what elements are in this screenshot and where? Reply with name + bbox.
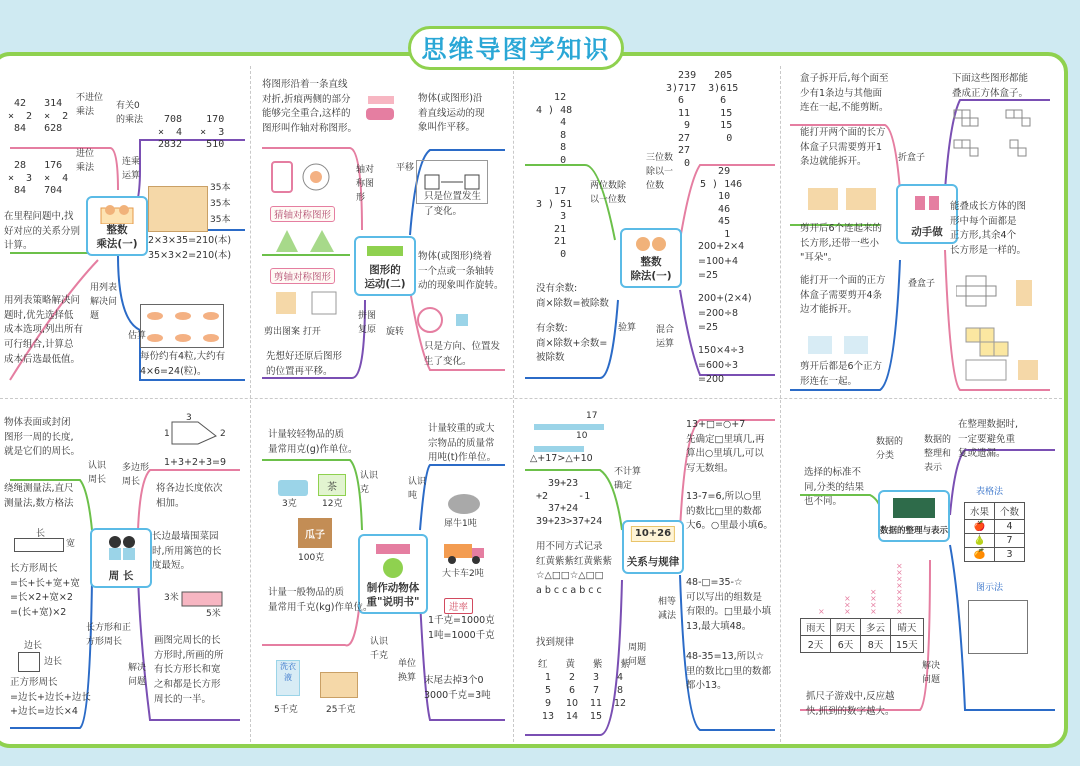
tally-mark: × [870,607,877,616]
tally-mark: × [896,600,903,610]
square-long-text: 长边最墙围菜园 时,所用篱笆的长 度最短。 [152,531,222,572]
label-polygon: 多边形 周长 [122,463,150,487]
table-cell: 🍐 [965,534,995,548]
label-solve-8: 解决 问题 [922,661,941,685]
pattern-col: 黄 [565,659,575,670]
table-head-fruit: 水果 [965,503,995,520]
label-add-sub: 相等 减法 [658,597,677,621]
book-count-2: 35本 [210,199,231,209]
label-list-strategy: 用列表 解决问 题 [90,283,118,321]
pattern-cell: 10 [565,698,579,709]
hub-label: 整数 乘法(一) [96,223,138,250]
pattern-row [538,698,630,709]
restore-desc: 先想好还原后图形 的位置再平移。 [266,351,343,377]
pattern-cell: 4 [616,672,624,683]
square-side-right: 边长 [44,657,63,667]
pattern-cell: 6 [568,685,576,696]
pattern-records: 用不同方式记录 红黄紫紫红黄紫紫 ☆△□□☆△□□ a b c c a b c c [536,541,613,597]
quadrilateral-shape [170,420,218,446]
pattern-col: 红 [538,659,548,670]
fruit-table [964,502,1025,562]
title-banner [408,26,624,70]
equation: 2×3×35=210(本) 35×3×2=210(本) [148,235,232,261]
cube-nets-image [950,106,1050,164]
book-count-3: 35本 [210,215,231,225]
hub-perimeter [90,528,152,588]
cut-steps: 剪出图案 打开 [264,327,321,337]
label-fold-box-2: 叠盒子 [908,279,936,289]
hub-label: 动手做 [911,225,943,238]
solve-text: 在里程问题中,找 好对应的关系分别 计算。 [4,211,81,252]
label-convert: 单位 换算 [398,659,417,683]
hub-label: 数据的整理与表示 [880,525,949,536]
pattern-cell: 5 [544,685,552,696]
box-image [802,180,882,216]
weather-table [800,618,924,653]
count-cell: 8天 [861,636,891,653]
pattern-col: 紫 [592,659,603,670]
hub-label: 图形的 运动(二) [364,263,406,290]
pattern-cell: 14 [565,711,579,722]
pattern-row [538,711,630,722]
find-pattern: 找到规律 [536,637,575,648]
mixed-ex-2: 200+(2×4) =200÷8 =25 [698,293,752,334]
cube-note: 能叠成长方体的图 形中每个面都是 正方形,其余4个 长方形是一样的。 [950,201,1027,257]
symmetric-shapes-image [268,158,348,196]
mixed-ex-1: 200+2×4 =100+4 =25 [698,241,745,282]
label-rect-square: 长方形和正 方形周长 [86,623,132,647]
hub-data [878,490,950,542]
calc-no-carry: 42 314 × 2 × 2 84 628 [8,98,69,134]
label-translate: 平移 [396,163,415,173]
no-remainder: 没有余数: 商×除数=被除数 [536,283,609,309]
game-text: 抓尺子游戏中,反应越 快,抓到的数字越大。 [806,691,895,717]
num-10: 10 [576,431,588,441]
rate-tag: 进率 [444,598,473,614]
kg-text: 计量一般物品的质 量常用千克(kg)作单位。 [268,587,373,613]
dim-three: 3米 [164,593,179,603]
picture-chart [968,600,1028,654]
table-cell: 3 [995,548,1025,562]
open-cube: 能打开一个面的正方 体盒子需要剪开4条 边才能拆开。 [800,275,886,316]
open-note: 剪开后6个连起来的 长方形,还带一些小 "耳朵"。 [800,223,883,264]
label-know-perimeter: 认识 周长 [88,461,107,485]
label-know-ton: 认识 吨 [408,477,427,501]
dim-five: 5米 [206,609,221,619]
bookshelf-image [148,186,208,232]
tally-mark: × [870,600,877,610]
square-side: 边长 [24,641,43,651]
cut-note: 剪开后都是6个正方 形连在一起。 [800,361,883,387]
label-fold-box: 折盒子 [898,153,926,163]
tally-mark: × [896,607,903,616]
translate-desc: 物体(或图形)沿 着直线运动的现 象叫作平移。 [418,93,485,134]
measure-methods: 绕绳测量法,直尺 测量法,数方格法 [4,483,74,509]
cuboid-net-image [956,272,1046,314]
rect-wide: 宽 [66,539,76,549]
problem-1: 13+□=○+7 先确定□里填几,再 算出○里填几,可以 写无数组。 [686,419,765,475]
tally-mark: × [896,581,903,590]
table-cell: 7 [995,534,1025,548]
label-check: 验算 [618,323,637,333]
blackboard-icon [889,496,939,524]
tea-box [318,474,346,496]
hub-shape-motion [354,236,416,296]
page-title: 思维导图学知识 [421,35,611,64]
num-17: 17 [586,411,598,421]
division-4: 29 5 ) 146 10 46 45 1 [700,166,743,240]
tea-label: 茶 [327,481,337,493]
weight-25kg: 25千克 [326,705,356,715]
polygon-sum: 1+3+2+3=9 [164,457,227,468]
calc-carry: 28 176 × 3 × 4 84 704 [8,160,69,196]
rhino-image [444,488,484,516]
table-cell: 🍎 [965,520,995,534]
convert-text: 末尾去掉3个0 3000千克=3吨 [424,675,491,701]
label-know-kg: 认识 千克 [370,637,389,661]
scale-icon [370,540,416,584]
seeds-bag [298,518,332,548]
tally-mark: × [844,594,851,603]
rate-text: 1千克=1000克 1吨=1000千克 [428,615,495,641]
tally-mark: × [870,594,877,603]
table-cell: 🍊 [965,548,995,562]
pattern-cell: 12 [613,698,627,709]
hub-label: 制作动物体 重"说明书" [366,581,420,608]
estimate-text: 每份约有4粒,大约有 4×6=24(粒)。 [140,351,226,377]
pattern-cell: 3 [592,672,600,683]
hub-label: 关系与规律 [626,555,680,568]
label-mixed: 混合 运算 [656,325,675,349]
day-cell: 多云 [861,619,891,636]
students-icon [99,202,135,228]
hub-relation-pattern [622,520,684,574]
side-1: 1 [164,429,170,439]
label-no-calc: 不计算 确定 [614,467,642,491]
label-know-gram: 认识 克 [360,471,379,495]
tally-mark: × [896,568,903,577]
gram-desc: 计量较轻物品的质 量常用克(g)作单位。 [268,429,358,455]
gift-box-icon [911,190,943,216]
mixed-ex-3: 150×4÷3 =600÷3 =200 [698,345,745,386]
weather-pictograph [806,560,916,616]
equation-card: 10+26 [631,526,675,542]
label-cycle: 周期 问题 [628,643,647,667]
book-count-1: 35本 [210,183,231,193]
division-1: 12 4 ) 48 4 8 8 0 [536,92,573,166]
teachers-icon [103,534,139,564]
pattern-cell: 11 [589,698,603,709]
pattern-cell: 13 [541,711,555,722]
problem-2: 13-7=6,所以○里 的数比□里的数都 大6。○里最小填6。 [686,491,773,532]
data-question: 在整理数据时, 一定要避免重 复或遗漏。 [958,419,1019,460]
square-shape [18,652,40,672]
leaf-shapes-image [272,226,342,256]
tally-mark: × [844,600,851,610]
balance-bars [530,416,616,456]
side-2: 2 [220,429,226,439]
box-25kg-image [320,672,358,698]
classify-diff: 选择的标准不 同,分类的结果 也不同。 [804,467,865,508]
label-connect: 连乘 运算 [122,157,141,181]
chart-method-label: 图示法 [976,583,1004,593]
label-axis: 轴对 称图 形 [356,165,375,203]
label-organize: 数据的 整理和 表示 [924,435,952,473]
relation: △+17>△+10 [530,453,593,464]
translate-note: 只是位置发生 了变化。 [424,191,482,217]
tally-mark: × [818,607,825,616]
cube-net-2-image [956,324,1046,384]
label-carry: 进位 乘法 [76,149,95,173]
seeds-label: 瓜子 [305,529,325,541]
garden-rect-shape [172,590,226,608]
label-trailing-zero: 有关0 的乘法 [116,101,144,125]
solve-desc-5: 画图完周长的长 方形时,所画的所 有长方形长和宽 之和都是长方形 周长的一半。 [154,635,224,705]
count-cell: 2天 [801,636,831,653]
hub-integer-division [620,228,682,288]
weight-100g: 100克 [298,553,325,563]
pattern-cell: 9 [544,698,552,709]
with-remainder: 有余数: 商×除数+余数= 被除数 [536,323,608,364]
problem-3: 48-□=35-☆ 可以写出的组数是 有限的。□里最小填 13,最大填48。 [686,577,771,633]
eraser-image [278,480,308,496]
compare-example: 39+23 +2 -1 37+24 39+23>37+24 [536,478,603,527]
pattern-row [538,685,630,696]
table-cell: 4 [995,520,1025,534]
problem-4: 48-35=13,所以☆ 里的数比□里的数都 都小13。 [686,651,771,692]
folding-icon [360,92,400,122]
open-cuboid: 能打开两个面的长方 体盒子只需要剪开1 条边就能拆开。 [800,127,886,168]
label-estimate: 估算 [128,331,147,341]
pattern-cell: 15 [589,711,603,722]
hub-integer-multiplication [86,196,148,256]
label-rotate: 旋转 [386,327,405,337]
pattern-grid [538,656,630,728]
weight-5kg: 5千克 [274,705,298,715]
division-2: 239 205 3)717 3)615 6 6 11 15 9 15 27 0 27 0 [666,70,739,169]
ruler-icon [365,242,405,264]
detergent-image [276,660,300,696]
calc-trailing-zero: 708 170 × 4 × 3 2832 510 [158,114,225,150]
label-no-carry: 不进位 乘法 [76,93,104,117]
tally-mark: × [896,594,903,603]
weight-12g: 12克 [322,499,343,509]
rect-long: 长 [36,529,46,539]
day-cell: 晴天 [891,619,924,636]
symmetry-intro: 将图形沿着一条直线 对折,折痕两侧的部分 能够完全重合,这样的 图形叫作轴对称图形。 [262,79,358,135]
rotate-desc: 物体(或图形)绕着 一个点或一条轴转 动的现象叫作旋转。 [418,251,504,292]
square-formula: 正方形周长 =边长+边长+边长 +边长=边长×4 [10,677,91,718]
perimeter-intro: 物体表面或封闭 图形一周的长度, 就是它们的周长。 [4,417,81,458]
tally-mark: × [844,607,851,616]
cutout-image [272,288,342,318]
pattern-row [538,672,630,683]
tag-cut-symmetry: 剪轴对称图形 [270,268,335,284]
strategy-text: 用列表策略解决问 题时,优先选择低 成本选项,列出所有 可行组合,计算总 成本后选最低值。 [4,295,84,365]
label-classify: 数据的 分类 [876,437,904,461]
rotate-note: 只是方向、位置发 生了变化。 [424,341,501,367]
pattern-cell: 1 [544,672,552,683]
kids-icon [631,234,671,260]
count-cell: 6天 [831,636,861,653]
fold-note: 下面这些图形都能 叠成正方体盒子。 [952,73,1029,99]
pattern-cell [610,711,630,722]
open-box-image [800,330,880,358]
detergent-label: 洗衣液 [280,662,296,682]
weight-3g: 3克 [282,499,297,509]
hub-hands-on [896,184,958,244]
tally-mark: × [896,574,903,584]
tally-mark: × [870,587,877,597]
hub-label: 周 长 [108,569,134,582]
rect-formula: 长方形周长 =长+长+宽+宽 =长×2+宽×2 =(长+宽)×2 [10,563,80,619]
day-cell: 阴天 [831,619,861,636]
pattern-cell: 8 [616,685,624,696]
pattern-cell: 2 [568,672,576,683]
label-solve-5: 解决 问题 [128,663,147,687]
rectangle-shape [14,538,64,552]
tally-mark: × [896,561,903,571]
sum-method: 将各边长度依次 相加。 [156,483,223,509]
truck-weight: 大卡车2吨 [442,569,484,579]
count-cell: 15天 [891,636,924,653]
day-cell: 雨天 [801,619,831,636]
ton-desc: 计量较重的或大 宗物品的质量常 用吨(t)作单位。 [428,423,497,464]
pattern-cell: 7 [592,685,600,696]
hub-label: 整数 除法(一) [630,255,672,282]
pattern-col: 紫 [620,659,630,670]
division-3: 17 3 ) 51 3 21 21 0 [536,186,573,260]
side-3: 3 [186,413,192,423]
label-restore: 拼图 复原 [358,311,377,335]
truck-image [442,538,488,566]
rhino-weight: 犀牛1吨 [444,519,477,529]
label-two-digit: 两位数除 以一位数 [590,181,627,205]
tag-guess-symmetry: 猜轴对称图形 [270,206,335,222]
table-method-label: 表格法 [976,487,1004,497]
table-head-count: 个数 [995,503,1025,520]
tally-mark: × [896,587,903,597]
ferris-wheel-image [416,306,486,334]
eggs-grid-image [140,304,224,348]
label-three-digit: 三位数 除以一 位数 [646,153,674,191]
box-intro: 盒子拆开后,每个面至 少有1条边与其他面 连在一起,不能剪断。 [800,73,889,114]
